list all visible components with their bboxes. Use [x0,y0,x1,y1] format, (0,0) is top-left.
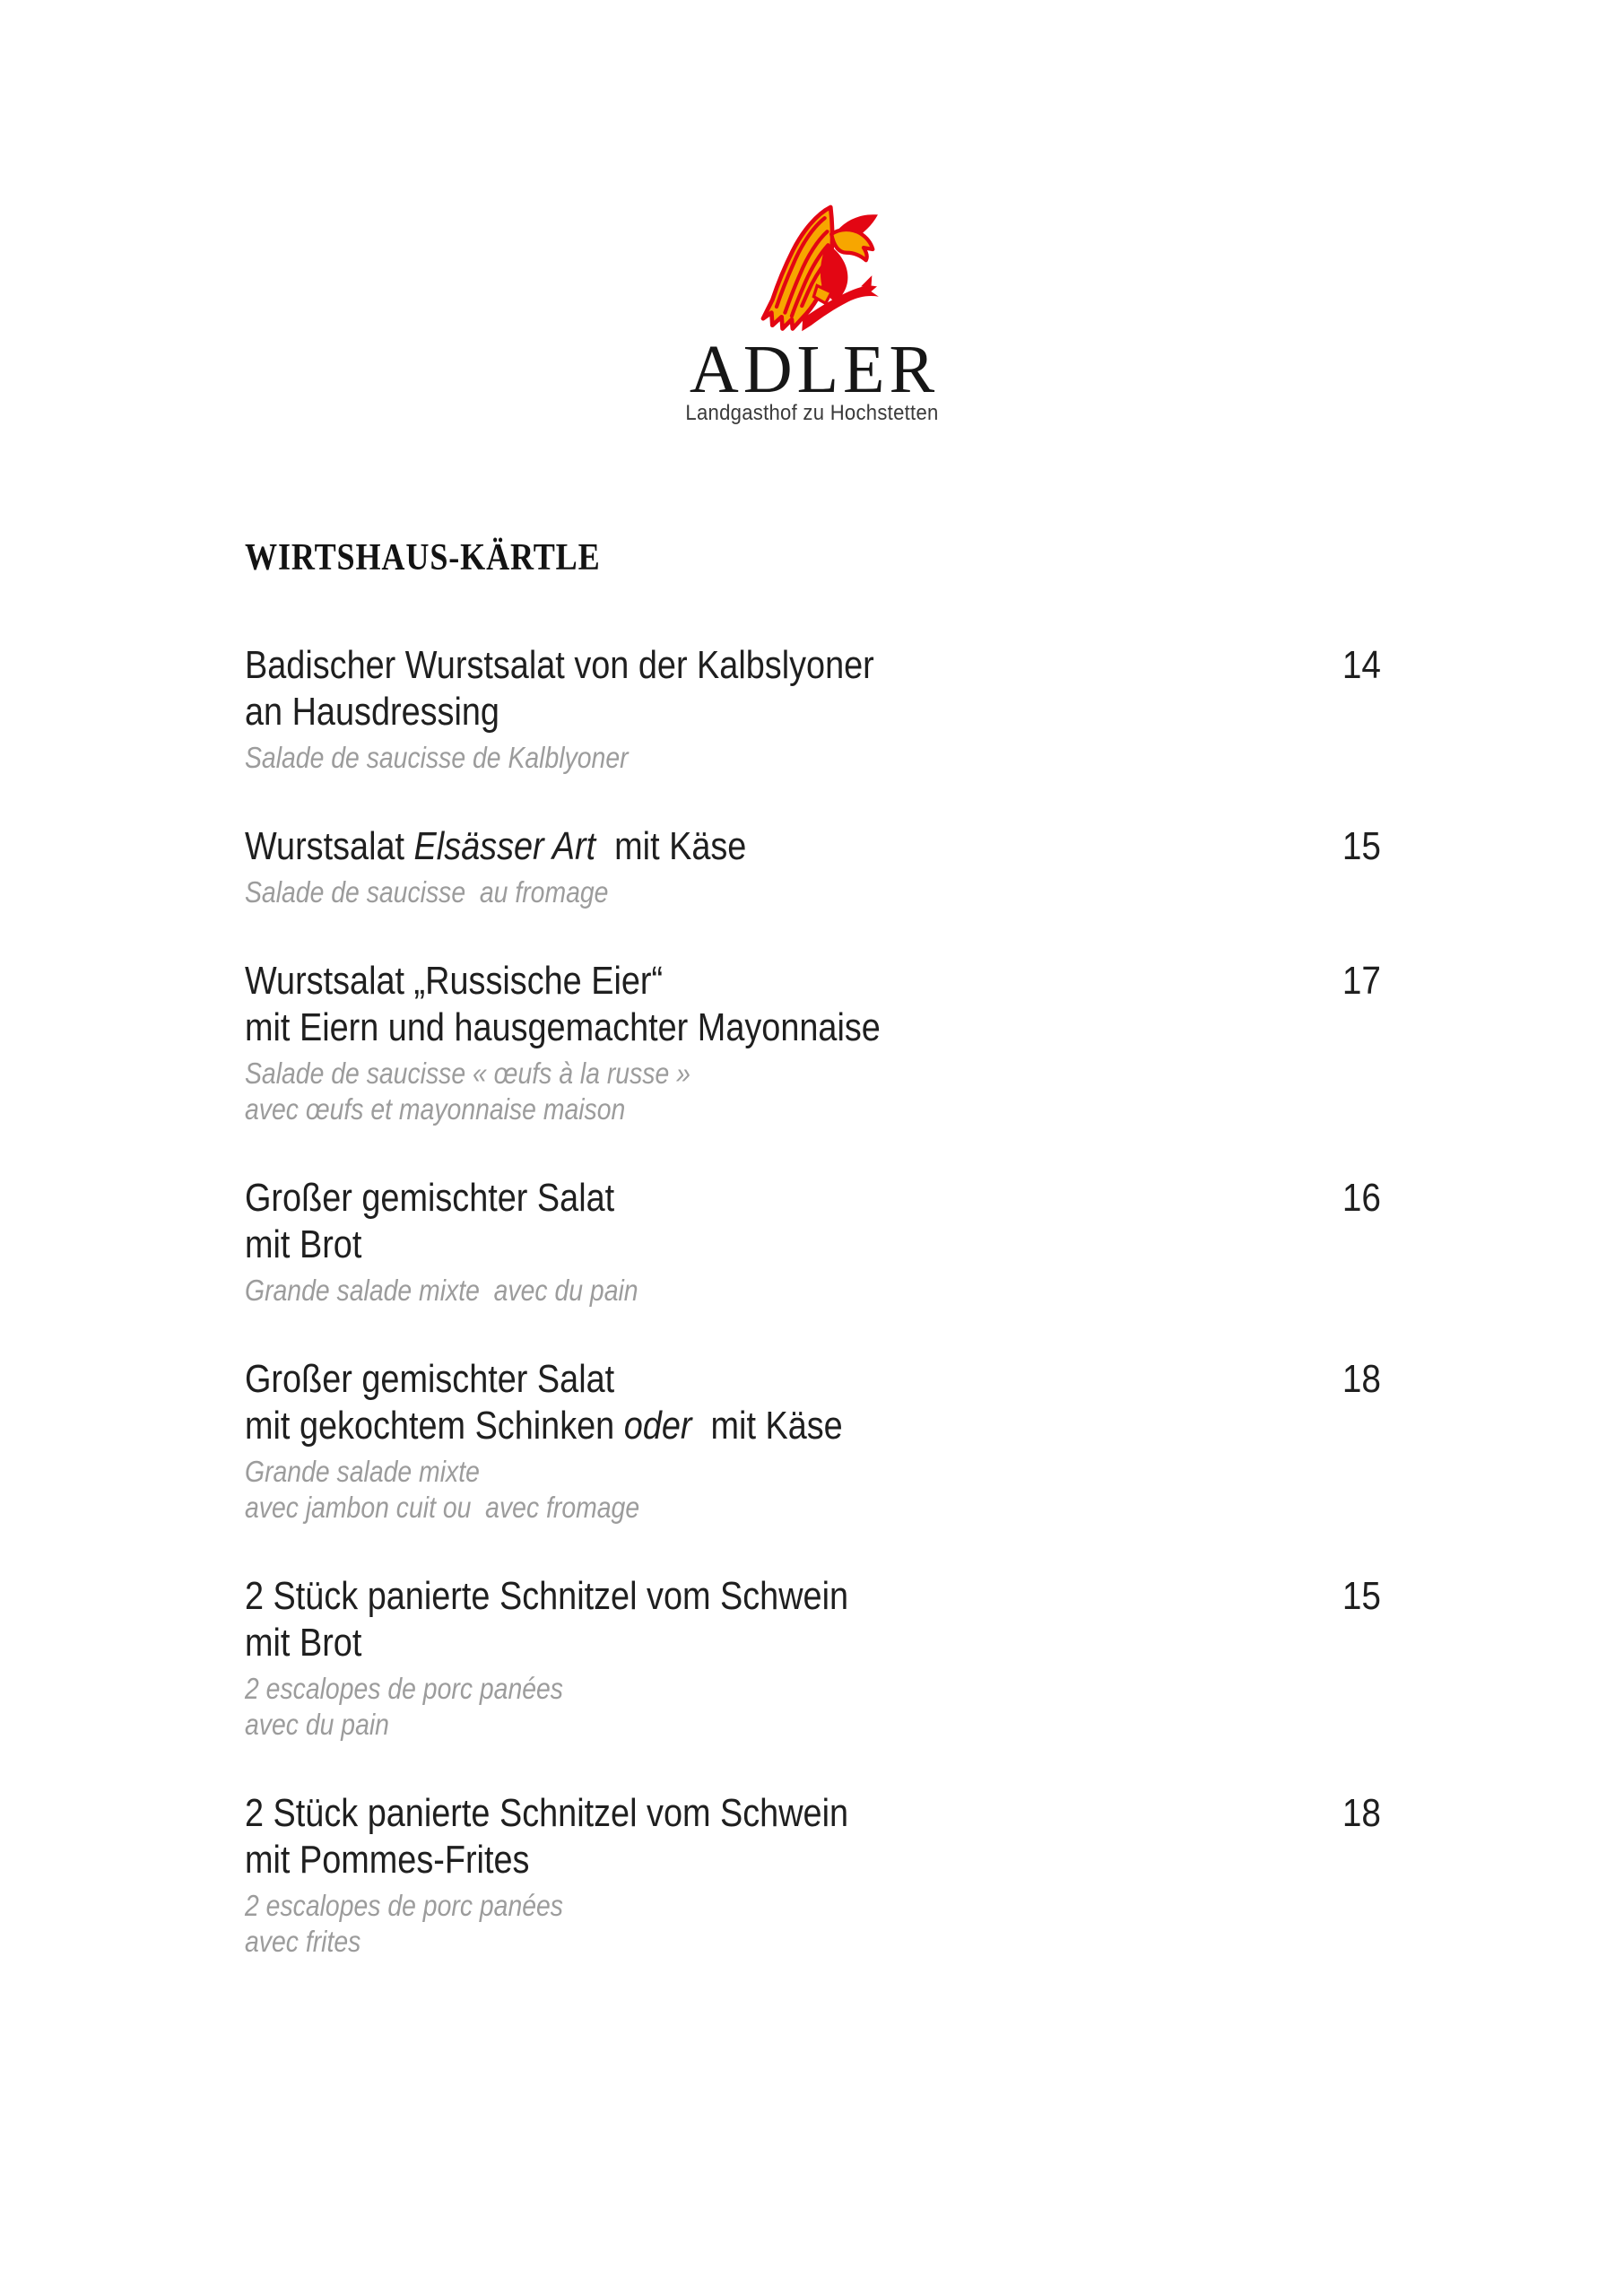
title-segment: mit Pommes-Frites [245,1838,530,1882]
title-line [245,1222,1185,1268]
subtitle-line: Grande salade mixte avec du pain [245,1274,638,1307]
subtitle-line: avec œufs et mayonnaise maison [245,1092,626,1126]
subtitle-line: Grande salade mixte [245,1455,480,1488]
title-segment-italic: oder [623,1404,692,1448]
subtitle-line: Salade de saucisse « œufs à la russe » [245,1057,690,1090]
menu-item-text [245,958,1185,1127]
subtitle-line: avec du pain [245,1708,389,1741]
menu-item [245,1573,1381,1743]
title-line [245,1004,1185,1051]
title-line [245,642,1185,689]
subtitle-line: Salade de saucisse au fromage [245,875,609,909]
menu-item [245,1175,1381,1309]
eagle-logo-icon [743,192,897,335]
title-segment: mit gekochtem Schinken [245,1404,624,1448]
title-line [245,1175,1185,1222]
title-line [245,1573,1185,1620]
menu-item-text [245,1175,1185,1309]
menu-item-subtitle [245,1671,1185,1743]
title-line [245,1837,1185,1883]
menu-item-subtitle [245,1056,1185,1127]
title-segment: mit Käse [691,1404,843,1448]
menu-item-price: 15 [1342,1574,1381,1618]
title-segment: Großer gemischter Salat [245,1176,615,1220]
title-line [245,1403,1185,1449]
section-heading: WIRTSHAUS-KÄRTLE [245,537,601,578]
title-segment: Wurstsalat „Russische Eier“ [245,959,664,1003]
title-line [245,1790,1185,1837]
subtitle-line: 2 escalopes de porc panées [245,1672,564,1705]
menu-item-subtitle [245,1888,1185,1960]
brand-tagline: Landgasthof zu Hochstetten [685,401,939,425]
title-line [245,1356,1185,1403]
menu-item [245,823,1381,910]
title-line [245,958,1185,1004]
subtitle-line: 2 escalopes de porc panées [245,1889,564,1922]
title-segment: Wurstsalat [245,824,414,868]
title-segment-italic: Elsässer Art [413,824,596,868]
menu-item-price: 18 [1342,1357,1381,1401]
menu-item [245,958,1381,1127]
menu-item-subtitle [245,740,1185,776]
title-segment: 2 Stück panierte Schnitzel vom Schwein [245,1791,849,1835]
menu-item-text [245,1573,1185,1743]
menu-item-text [245,1356,1185,1526]
title-line [245,689,1185,735]
menu-item-text [245,642,1185,776]
menu-item [245,1356,1381,1526]
logo [0,192,1624,335]
menu-item-price: 16 [1342,1176,1381,1220]
subtitle-line: avec frites [245,1925,361,1958]
title-segment: mit Käse [595,824,747,868]
menu-item [245,642,1381,776]
menu-item-price: 18 [1342,1791,1381,1835]
menu-item-subtitle [245,1273,1185,1309]
title-segment: mit Brot [245,1621,362,1665]
menu-item-price: 17 [1342,959,1381,1003]
menu-item-price: 15 [1342,824,1381,868]
subtitle-line: Salade de saucisse de Kalblyoner [245,741,629,774]
title-segment: mit Eiern und hausgemachter Mayonnaise [245,1005,881,1049]
menu-item-text [245,1790,1185,1960]
menu-item-price: 14 [1342,643,1381,687]
title-line [245,1620,1185,1666]
menu-item-text [245,823,1185,910]
title-segment: Badischer Wurstsalat von der Kalbslyoner [245,643,874,687]
menu-item-subtitle [245,874,1185,910]
title-segment: mit Brot [245,1222,362,1266]
menu-list [245,642,1381,2007]
menu-item-subtitle [245,1454,1185,1526]
subtitle-line: avec jambon cuit ou avec fromage [245,1491,640,1524]
title-segment: 2 Stück panierte Schnitzel vom Schwein [245,1574,849,1618]
brand-wordmark: ADLER [689,332,940,407]
menu-item [245,1790,1381,1960]
title-line [245,823,1185,870]
title-segment: an Hausdressing [245,690,499,734]
title-segment: Großer gemischter Salat [245,1357,615,1401]
